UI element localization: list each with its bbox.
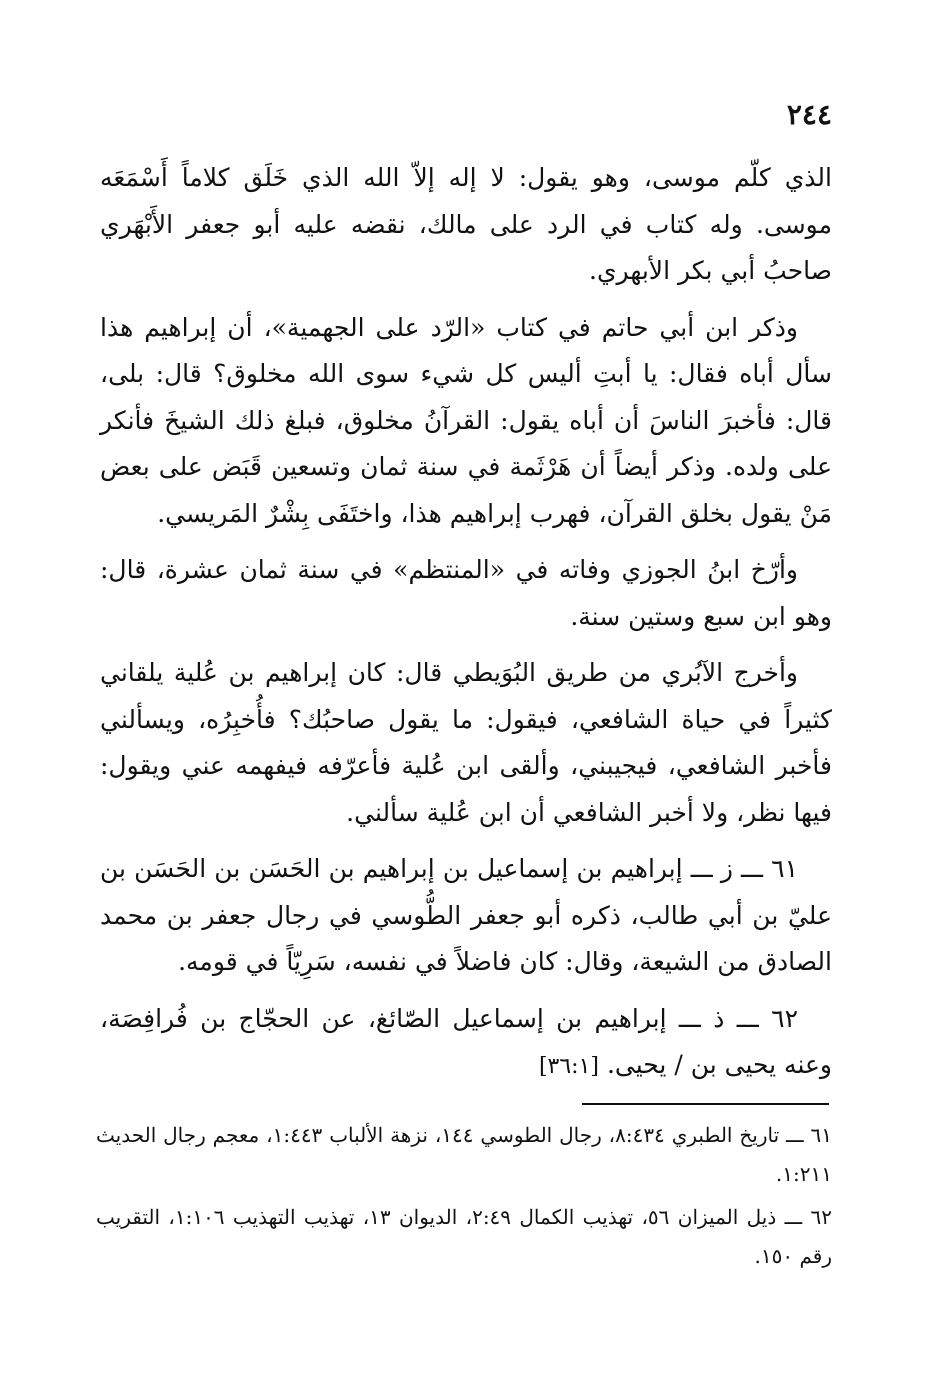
paragraph: وذكر ابن أبي حاتم في كتاب «الرّد على الجهمية»، أن إبراهيم هذا سأل أباه فقال: يا أبتِ أليس كل شيء سوى الله مخلوق؟ قال: بلى، قال: فأخبرَ الناسَ أن أباه يقول: القرآنُ مخلوق، فبلغ ذلك الشيخَ فأنكر على ولده. وذكر أيضاً أن هَرْثَمة في سنة ثمان وتسعين قَبَض على بعض مَنْ يقول بخلق القرآن، فهرب إبراهيم هذا، واختَفَى بِشْرٌ المَريسي. xyxy=(100,312,832,528)
volume-page-reference: [٣٦:١] xyxy=(538,1054,599,1079)
entry-61: ٦١ ـــ ز ـــ إبراهيم بن إسماعيل بن إبراهيم بن الحَسَن بن الحَسَن بن عليّ بن أبي طالب، ذكره أبو جعفر الطُّوسي في رجال جعفر بن محمد الصادق من الشيعة، وقال: كان فاضلاً في نفسه، سَرِيّاً في قومه. xyxy=(100,854,832,976)
page-number: ٢٤٤ xyxy=(786,98,832,131)
paragraph: وأخرج الآبُري من طريق البُوَيطي قال: كان إبراهيم بن عُلية يلقاني كثيراً في حياة الشافعي، فيقول: ما يقول صاحبُك؟ فأُخبِرُه، ويسألني فأخبر الشافعي، فيجيبني، وألقى ابن عُلية فأعرّفه فيفهمه عني ويقول: فيها نظر، ولا أخبر الشافعي أن ابن عُلية سألني. xyxy=(100,658,832,827)
paragraph: وأرّخ ابنُ الجوزي وفاته في «المنتظم» في سنة ثمان عشرة، قال: وهو ابن سبع وستين سنة. xyxy=(100,555,832,631)
entry-62 xyxy=(100,996,832,1091)
footnotes xyxy=(96,1116,832,1280)
footnote-61: ٦١ ـــ تاريخ الطبري ٨:٤٣٤، رجال الطوسي ١٤٤، نزهة الألباب ١:٤٤٣، معجم رجال الحديث ١:٢١١. xyxy=(96,1123,832,1186)
body-text xyxy=(100,155,832,1101)
paragraph: الذي كلّم موسى، وهو يقول: لا إله إلاّ الله الذي خَلَق كلاماً أَسْمَعَه موسى. وله كتاب في الرد على مالك، نقضه عليه أبو جعفر الأَبْهَري صاحبُ أبي بكر الأبهري. xyxy=(100,163,832,285)
footnote-divider xyxy=(582,1103,829,1105)
entry-62-text: ٦٢ ـــ ذ ـــ إبراهيم بن إسماعيل الصّائغ، عن الحجّاج بن فُرافِصَة، وعنه يحيى بن / يحيى. xyxy=(100,1003,832,1079)
footnote-62: ٦٢ ـــ ذيل الميزان ٥٦، تهذيب الكمال ٢:٤٩، الديوان ١٣، تهذيب التهذيب ١:١٠٦، التقريب رقم ١٥٠. xyxy=(96,1205,832,1268)
